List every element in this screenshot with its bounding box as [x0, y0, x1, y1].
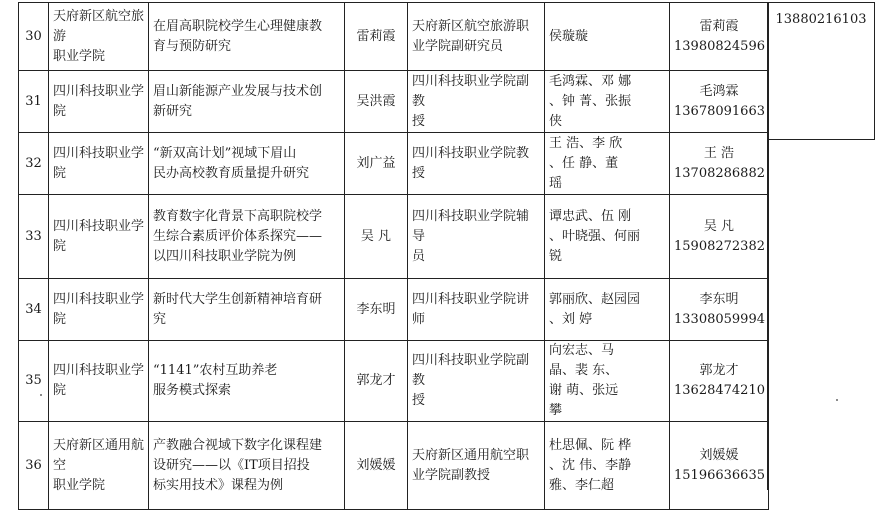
row-number: 35	[19, 341, 49, 422]
lead-position: 四川科技职业学院副教 授	[408, 341, 545, 422]
scan-speck	[836, 399, 838, 401]
team-members: 毛鸿霖、邓 娜 、钟 菁、张振 侠	[545, 71, 670, 133]
contact-phone: 13308059994	[674, 311, 765, 327]
table-row	[19, 279, 769, 341]
project-lead: 李东明	[345, 279, 408, 341]
lead-position: 天府新区航空旅游职 业学院副研究员	[408, 3, 545, 71]
project-title: 在眉高职院校学生心理健康教 育与预防研究	[149, 3, 345, 71]
project-lead: 刘媛媛	[345, 422, 408, 510]
project-lead: 郭龙才	[345, 341, 408, 422]
lead-position: 四川科技职业学院教授	[408, 133, 545, 195]
school-name: 四川科技职业学院	[49, 195, 149, 279]
contact-cell	[670, 279, 769, 341]
contact-name: 刘媛媛	[699, 447, 739, 463]
contact-cell	[670, 3, 769, 71]
contact-cell	[670, 422, 769, 510]
table-row	[19, 341, 769, 422]
school-name: 四川科技职业学院	[49, 341, 149, 422]
table-row	[19, 422, 769, 510]
contact-cell	[670, 195, 769, 279]
contact-name: 毛鸿霖	[699, 83, 739, 99]
project-lead: 雷莉霞	[345, 3, 408, 71]
project-title: 眉山新能源产业发展与技术创 新研究	[149, 71, 345, 133]
table-row	[19, 71, 769, 133]
side-column-border	[767, 138, 768, 490]
contact-name: 王 浩	[703, 145, 735, 161]
contact-phone: 15196636635	[674, 467, 765, 483]
contact-name: 吴 凡	[703, 218, 735, 234]
lead-position: 四川科技职业学院讲师	[408, 279, 545, 341]
project-title: 新时代大学生创新精神培育研 究	[149, 279, 345, 341]
row-number: 32	[19, 133, 49, 195]
team-members: 侯璇璇	[545, 3, 670, 71]
contact-phone: 13628474210	[674, 383, 765, 398]
project-title: 教育数字化背景下高职院校学 生综合素质评价体系探究—— 以四川科技职业学院为例	[149, 195, 345, 279]
team-members: 郭丽欣、赵园园 、刘 婷	[545, 279, 670, 341]
team-members: 杜思佩、阮 桦 、沈 伟、李静 雅、李仁超	[545, 422, 670, 510]
contact-cell	[670, 71, 769, 133]
team-members: 谭忠武、伍 刚 、叶晓强、何丽 锐	[545, 195, 670, 279]
project-lead: 吴洪霞	[345, 71, 408, 133]
project-title: “新双高计划”视域下眉山 民办高校教育质量提升研究	[149, 133, 345, 195]
scan-speck	[40, 394, 42, 396]
row-number: 30	[19, 3, 49, 71]
contact-cell	[670, 341, 769, 422]
lead-position: 四川科技职业学院辅导 员	[408, 195, 545, 279]
lead-position: 天府新区通用航空职 业学院副教授	[408, 422, 545, 510]
side-phone: 13880216103	[775, 12, 867, 27]
table-row	[19, 3, 769, 71]
school-name: 天府新区航空旅游 职业学院	[49, 3, 149, 71]
row-number: 34	[19, 279, 49, 341]
project-table	[18, 2, 769, 510]
project-lead: 刘广益	[345, 133, 408, 195]
table-row	[19, 195, 769, 279]
row-number: 36	[19, 422, 49, 510]
contact-phone: 13708286882	[674, 165, 765, 181]
lead-position: 四川科技职业学院副教 授	[408, 71, 545, 133]
project-lead: 吴 凡	[345, 195, 408, 279]
project-title: “1141”农村互助养老 服务模式探索	[149, 341, 345, 422]
project-title: 产教融合视域下数字化课程建 设研究——以《IT项目招投 标实用技术》课程为例	[149, 422, 345, 510]
team-members: 王 浩、李 欣 、任 静、董 瑶	[545, 133, 670, 195]
contact-phone: 13678091663	[674, 103, 765, 119]
row-number: 33	[19, 195, 49, 279]
contact-phone: 15908272382	[674, 238, 765, 254]
side-phone-cell	[767, 2, 875, 140]
school-name: 四川科技职业学院	[49, 71, 149, 133]
contact-name: 雷莉霞	[699, 18, 739, 34]
school-name: 天府新区通用航空 职业学院	[49, 422, 149, 510]
row-number: 31	[19, 71, 49, 133]
contact-phone: 13980824596	[674, 38, 765, 54]
contact-cell	[670, 133, 769, 195]
contact-name: 郭龙才	[699, 363, 739, 378]
contact-name: 李东明	[699, 291, 739, 307]
table-row	[19, 133, 769, 195]
school-name: 四川科技职业学院	[49, 279, 149, 341]
team-members: 向宏志、马 晶、裴 东、 谢 萌、张远 攀	[545, 341, 670, 422]
school-name: 四川科技职业学院	[49, 133, 149, 195]
